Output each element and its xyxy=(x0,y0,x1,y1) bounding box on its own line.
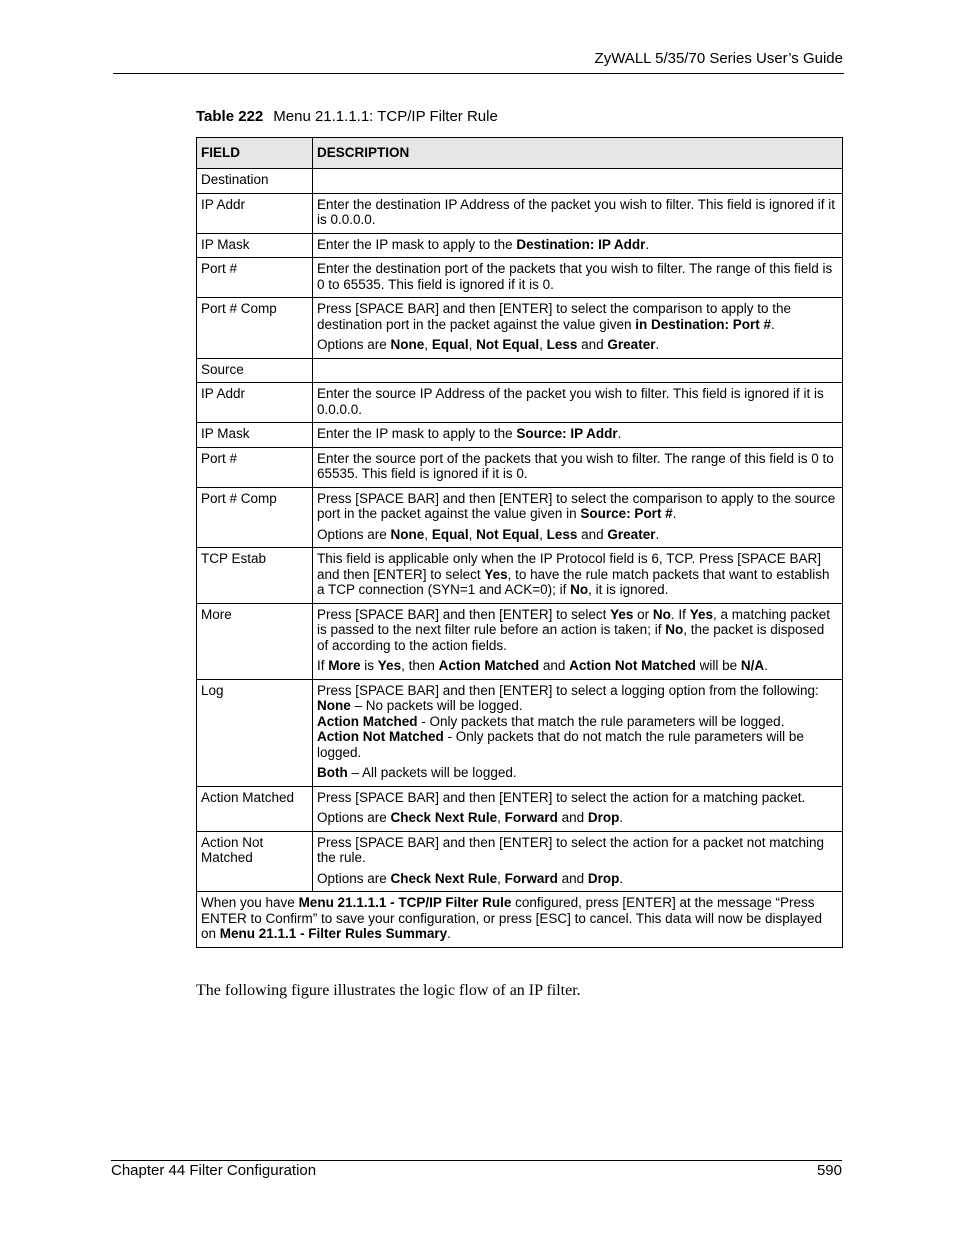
text-run: Options are xyxy=(317,810,391,825)
description-cell xyxy=(313,831,843,892)
bold-term: Yes xyxy=(377,658,402,673)
text-run: , xyxy=(497,810,505,825)
description-paragraph xyxy=(317,658,838,674)
text-run: Options are xyxy=(317,337,391,352)
text-run: . xyxy=(645,236,650,252)
text-run: and xyxy=(577,337,608,352)
table-row xyxy=(197,679,843,786)
text-run: Enter the IP mask to apply to the xyxy=(317,236,517,252)
bold-term: None xyxy=(390,337,425,352)
field-cell: Port # Comp xyxy=(197,298,313,359)
bold-term: Less xyxy=(546,337,578,352)
running-header: ZyWALL 5/35/70 Series User’s Guide xyxy=(594,50,843,67)
text-run: Press [SPACE BAR] and then [ENTER] to select the comparison to apply to the source port in the packet against the value given in xyxy=(317,490,836,521)
bold-term: Action Matched xyxy=(317,713,418,729)
text-run: , xyxy=(468,337,477,352)
bold-term: Equal xyxy=(431,337,469,352)
footer-chapter: Chapter 44 Filter Configuration xyxy=(111,1162,317,1179)
description-cell xyxy=(313,193,843,233)
description-cell xyxy=(313,169,843,194)
field-cell: IP Mask xyxy=(197,233,313,258)
field-cell: Port # xyxy=(197,447,313,487)
bold-term: Action Matched xyxy=(438,658,540,673)
bold-term: Action Not Matched xyxy=(317,729,444,744)
bold-term: Menu 21.1.1 - Filter Rules Summary xyxy=(219,926,448,941)
table-body xyxy=(197,169,843,948)
bold-term: Less xyxy=(546,526,578,542)
table-row xyxy=(197,233,843,258)
bold-term: Check Next Rule xyxy=(390,870,498,886)
text-run: . xyxy=(619,810,624,825)
description-cell xyxy=(313,679,843,786)
text-run: , to have the rule match packets that want to establish a TCP connection (SYN=1 and ACK=0); if xyxy=(317,566,830,597)
bold-term: in Destination: Port # xyxy=(635,316,771,332)
description-paragraph xyxy=(317,835,838,866)
description-paragraph xyxy=(317,301,838,332)
bold-term: Equal xyxy=(431,526,469,542)
text-run: . xyxy=(672,506,677,521)
text-run: . xyxy=(770,316,775,332)
text-run: , xyxy=(539,526,547,542)
text-run: . xyxy=(764,658,768,673)
text-run: Press [SPACE BAR] and then [ENTER] to select the comparison to apply to the destination port in the packet against the value given xyxy=(317,301,791,332)
description-cell xyxy=(313,383,843,423)
bold-term: Yes xyxy=(689,606,713,622)
bold-term: Source: Port # xyxy=(580,506,673,521)
text-run: , xyxy=(424,526,432,542)
description-cell xyxy=(313,786,843,831)
body-paragraph: The following figure illustrates the logic flow of an IP filter. xyxy=(196,982,581,999)
text-run: . xyxy=(617,426,622,441)
text-run: , xyxy=(468,526,477,542)
text-run: and xyxy=(577,526,608,542)
bold-term: Not Equal xyxy=(476,337,540,352)
text-run: - Only packets that match the rule parameters will be logged. xyxy=(417,713,785,729)
bold-term: Yes xyxy=(484,566,508,582)
text-run: and xyxy=(557,870,588,886)
description-paragraph xyxy=(317,197,838,228)
table-caption-title: Menu 21.1.1.1: TCP/IP Filter Rule xyxy=(273,108,498,125)
text-run: , a matching packet is passed to the next filter rule before an action is taken; if xyxy=(317,606,831,637)
column-header-field: FIELD xyxy=(197,138,313,169)
description-cell xyxy=(313,603,843,679)
text-run: Press [SPACE BAR] and then [ENTER] to select xyxy=(317,606,611,622)
text-run: , the packet is disposed of according to the action fields. xyxy=(317,622,825,653)
description-cell xyxy=(313,487,843,548)
description-paragraph xyxy=(317,451,838,482)
field-cell: More xyxy=(197,603,313,679)
text-run: Enter the source port of the packets that you wish to filter. The range of this field is 0 to 65535. This field is ignored if it is 0. xyxy=(317,450,834,481)
field-cell: Destination xyxy=(197,169,313,194)
text-run: . xyxy=(655,337,660,352)
bold-term: Not Equal xyxy=(476,526,540,542)
table-row xyxy=(197,831,843,892)
field-cell: Log xyxy=(197,679,313,786)
table-row xyxy=(197,487,843,548)
description-cell xyxy=(313,233,843,258)
description-cell xyxy=(313,258,843,298)
table-row xyxy=(197,423,843,448)
table-row xyxy=(197,358,843,383)
bold-term: Drop xyxy=(587,870,620,886)
text-run: Press [SPACE BAR] and then [ENTER] to select a logging option from the following: xyxy=(317,682,819,698)
bold-term: Forward xyxy=(504,870,558,886)
description-cell xyxy=(313,447,843,487)
text-run: Press [SPACE BAR] and then [ENTER] to select the action for a packet not matching the rule. xyxy=(317,834,824,865)
description-paragraph xyxy=(317,386,838,417)
field-cell: IP Mask xyxy=(197,423,313,448)
description-cell xyxy=(313,423,843,448)
description-cell xyxy=(313,358,843,383)
description-paragraph xyxy=(317,551,838,598)
text-run: is xyxy=(360,658,378,673)
bold-term: Greater xyxy=(607,526,656,542)
description-paragraph xyxy=(317,491,838,522)
bold-term: Source: IP Addr xyxy=(516,426,618,441)
text-run: or xyxy=(633,606,653,622)
table-row xyxy=(197,548,843,604)
field-cell: Source xyxy=(197,358,313,383)
table-row xyxy=(197,603,843,679)
field-cell: IP Addr xyxy=(197,193,313,233)
table-header-row xyxy=(197,138,843,169)
footer-page-number: 590 xyxy=(816,1162,842,1179)
description-paragraph xyxy=(317,765,838,781)
text-run: When you have xyxy=(201,895,299,910)
description-paragraph xyxy=(317,237,838,253)
filter-rule-table xyxy=(196,137,843,948)
text-run: , it is ignored. xyxy=(588,582,669,597)
bold-term: Both xyxy=(317,765,348,780)
field-cell: Port # xyxy=(197,258,313,298)
text-run: This field is applicable only when the IP Protocol field is 6, TCP. Press [SPACE BAR] and then [ENTER] to select xyxy=(317,551,821,582)
description-paragraph xyxy=(317,607,838,654)
text-run: . If xyxy=(670,606,690,622)
text-run: . xyxy=(655,526,660,542)
bold-term: No xyxy=(652,606,671,622)
text-run: will be xyxy=(695,658,741,673)
field-cell: IP Addr xyxy=(197,383,313,423)
text-run: Enter the IP mask to apply to the xyxy=(317,426,517,441)
table-row xyxy=(197,169,843,194)
table-row xyxy=(197,383,843,423)
bold-term: Yes xyxy=(610,606,634,622)
text-run: Options are xyxy=(317,870,391,886)
bold-term: Greater xyxy=(607,337,656,352)
bold-term: Action Not Matched xyxy=(569,658,696,673)
text-run: and xyxy=(539,658,570,673)
text-run: – No packets will be logged. xyxy=(350,698,523,713)
bold-term: None xyxy=(390,526,425,542)
description-paragraph xyxy=(317,790,838,806)
description-paragraph xyxy=(317,261,838,292)
text-run: Options are xyxy=(317,526,391,542)
table-note xyxy=(197,892,843,948)
description-paragraph xyxy=(317,337,838,353)
description-paragraph xyxy=(317,871,838,887)
bold-term: More xyxy=(328,658,361,673)
description-paragraph xyxy=(317,683,838,761)
field-cell: Action Matched xyxy=(197,786,313,831)
description-cell xyxy=(313,298,843,359)
bold-term: Menu 21.1.1.1 - TCP/IP Filter Rule xyxy=(298,895,512,910)
text-run: , xyxy=(497,870,505,886)
text-run: Enter the destination port of the packets that you wish to filter. The range of this field is 0 to 65535. This field is ignored if it is 0. xyxy=(317,261,833,292)
bold-term: No xyxy=(665,622,684,637)
bold-term: Destination: IP Addr xyxy=(516,236,646,252)
description-paragraph xyxy=(317,527,838,543)
bold-term: No xyxy=(570,582,589,597)
description-paragraph xyxy=(317,810,838,826)
description-paragraph xyxy=(317,426,838,442)
table-row xyxy=(197,298,843,359)
column-header-description: DESCRIPTION xyxy=(313,138,843,169)
text-run: , xyxy=(424,337,432,352)
field-cell: Port # Comp xyxy=(197,487,313,548)
text-run: . xyxy=(619,870,624,886)
description-cell xyxy=(313,548,843,604)
table-caption xyxy=(196,107,498,127)
field-cell: TCP Estab xyxy=(197,548,313,604)
table-row xyxy=(197,258,843,298)
text-run: configured, press [ENTER] at the message “Press ENTER to Confirm” to save your configuration, or press [ESC] to cancel. This data will now be displayed on xyxy=(201,895,823,941)
text-run: Enter the destination IP Address of the packet you wish to filter. This field is ignored if it is 0.0.0.0. xyxy=(317,196,836,227)
text-run: , xyxy=(539,337,547,352)
table-row xyxy=(197,447,843,487)
text-run: If xyxy=(317,658,329,673)
text-run: – All packets will be logged. xyxy=(347,765,517,780)
bold-term: Drop xyxy=(587,810,620,825)
bold-term: Check Next Rule xyxy=(390,810,498,825)
table-row xyxy=(197,786,843,831)
header-rule xyxy=(113,73,844,74)
text-run: . xyxy=(447,926,451,941)
table-row xyxy=(197,193,843,233)
table-note-row xyxy=(197,892,843,948)
text-run: Enter the source IP Address of the packet you wish to filter. This field is ignored if it is 0.0.0.0. xyxy=(317,386,824,417)
table-caption-number: Table 222 xyxy=(196,108,264,125)
bold-term: Forward xyxy=(504,810,558,825)
bold-term: None xyxy=(317,698,351,713)
field-cell: Action Not Matched xyxy=(197,831,313,892)
text-run: - Only packets that do not match the rule parameters will be logged. xyxy=(317,729,804,760)
bold-term: N/A xyxy=(740,658,765,673)
text-run: Press [SPACE BAR] and then [ENTER] to select the action for a matching packet. xyxy=(317,789,806,805)
text-run: , then xyxy=(401,658,439,673)
text-run: and xyxy=(557,810,588,825)
